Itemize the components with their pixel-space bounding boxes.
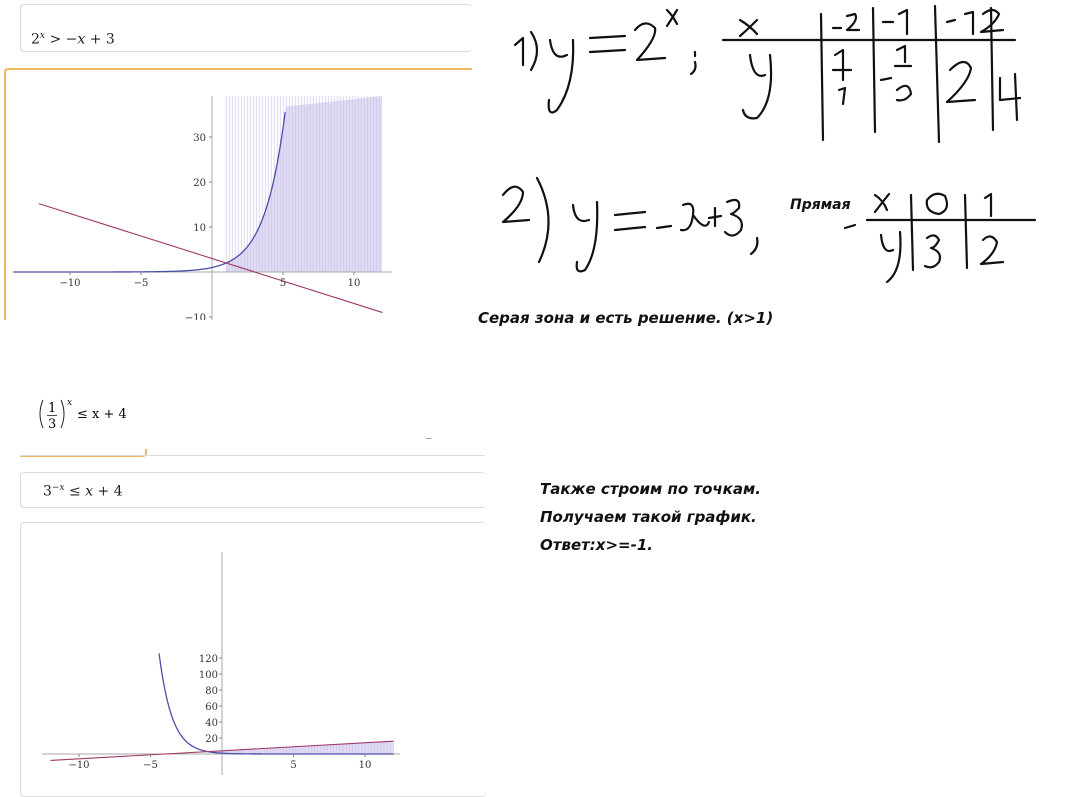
x-tick-label: −5 bbox=[143, 760, 158, 771]
y-tick-label: 60 bbox=[205, 702, 218, 713]
formula-rest: ≤ x + 4 bbox=[77, 407, 127, 422]
x-tick-label: 10 bbox=[358, 760, 372, 771]
y-tick-label: 20 bbox=[193, 178, 206, 189]
y-tick-label: 20 bbox=[205, 734, 218, 745]
curve-3-pow-minus-x bbox=[159, 653, 394, 754]
input-formula-1: $2^x > -x + 3$ bbox=[31, 31, 115, 48]
input-formula-2: $3^{-x} \le x + 4$ bbox=[43, 483, 123, 500]
note-graph: Получаем такой график. bbox=[540, 508, 757, 526]
x-tick-label: −5 bbox=[133, 278, 149, 289]
pryamaya-label: Прямая bbox=[790, 197, 851, 213]
x-tick-label: −10 bbox=[59, 278, 81, 289]
input-card-1[interactable] bbox=[20, 4, 472, 52]
fraction-denominator: 3 bbox=[48, 417, 57, 432]
y-tick-label: −10 bbox=[184, 313, 206, 320]
note-points: Также строим по точкам. bbox=[540, 480, 761, 498]
y-tick-label: 120 bbox=[198, 654, 218, 665]
plot-1 bbox=[6, 72, 470, 320]
y-tick-label: 100 bbox=[198, 670, 218, 681]
y-tick-label: 10 bbox=[193, 223, 206, 234]
y-tick-label: 40 bbox=[205, 718, 218, 729]
note-answer: Ответ:x>=-1. bbox=[540, 536, 653, 554]
y-tick-label: 30 bbox=[193, 133, 206, 144]
y-tick-label: 80 bbox=[205, 686, 218, 697]
input-card-2[interactable] bbox=[20, 472, 486, 508]
x-tick-label: 10 bbox=[347, 278, 361, 289]
formula-third-power bbox=[36, 396, 156, 436]
note-gray-zone: Серая зона и есть решение. (x>1) bbox=[478, 309, 774, 327]
x-tick-label: 5 bbox=[290, 760, 297, 771]
plot-2 bbox=[22, 540, 422, 780]
x-tick-label: 5 bbox=[279, 278, 287, 289]
fraction-exponent: x bbox=[67, 398, 73, 408]
x-tick-label: −10 bbox=[68, 760, 90, 771]
divider-1 bbox=[20, 455, 485, 456]
divider-tick bbox=[426, 438, 432, 439]
fraction-numerator: 1 bbox=[48, 401, 57, 416]
handwriting-top bbox=[495, 0, 1066, 300]
